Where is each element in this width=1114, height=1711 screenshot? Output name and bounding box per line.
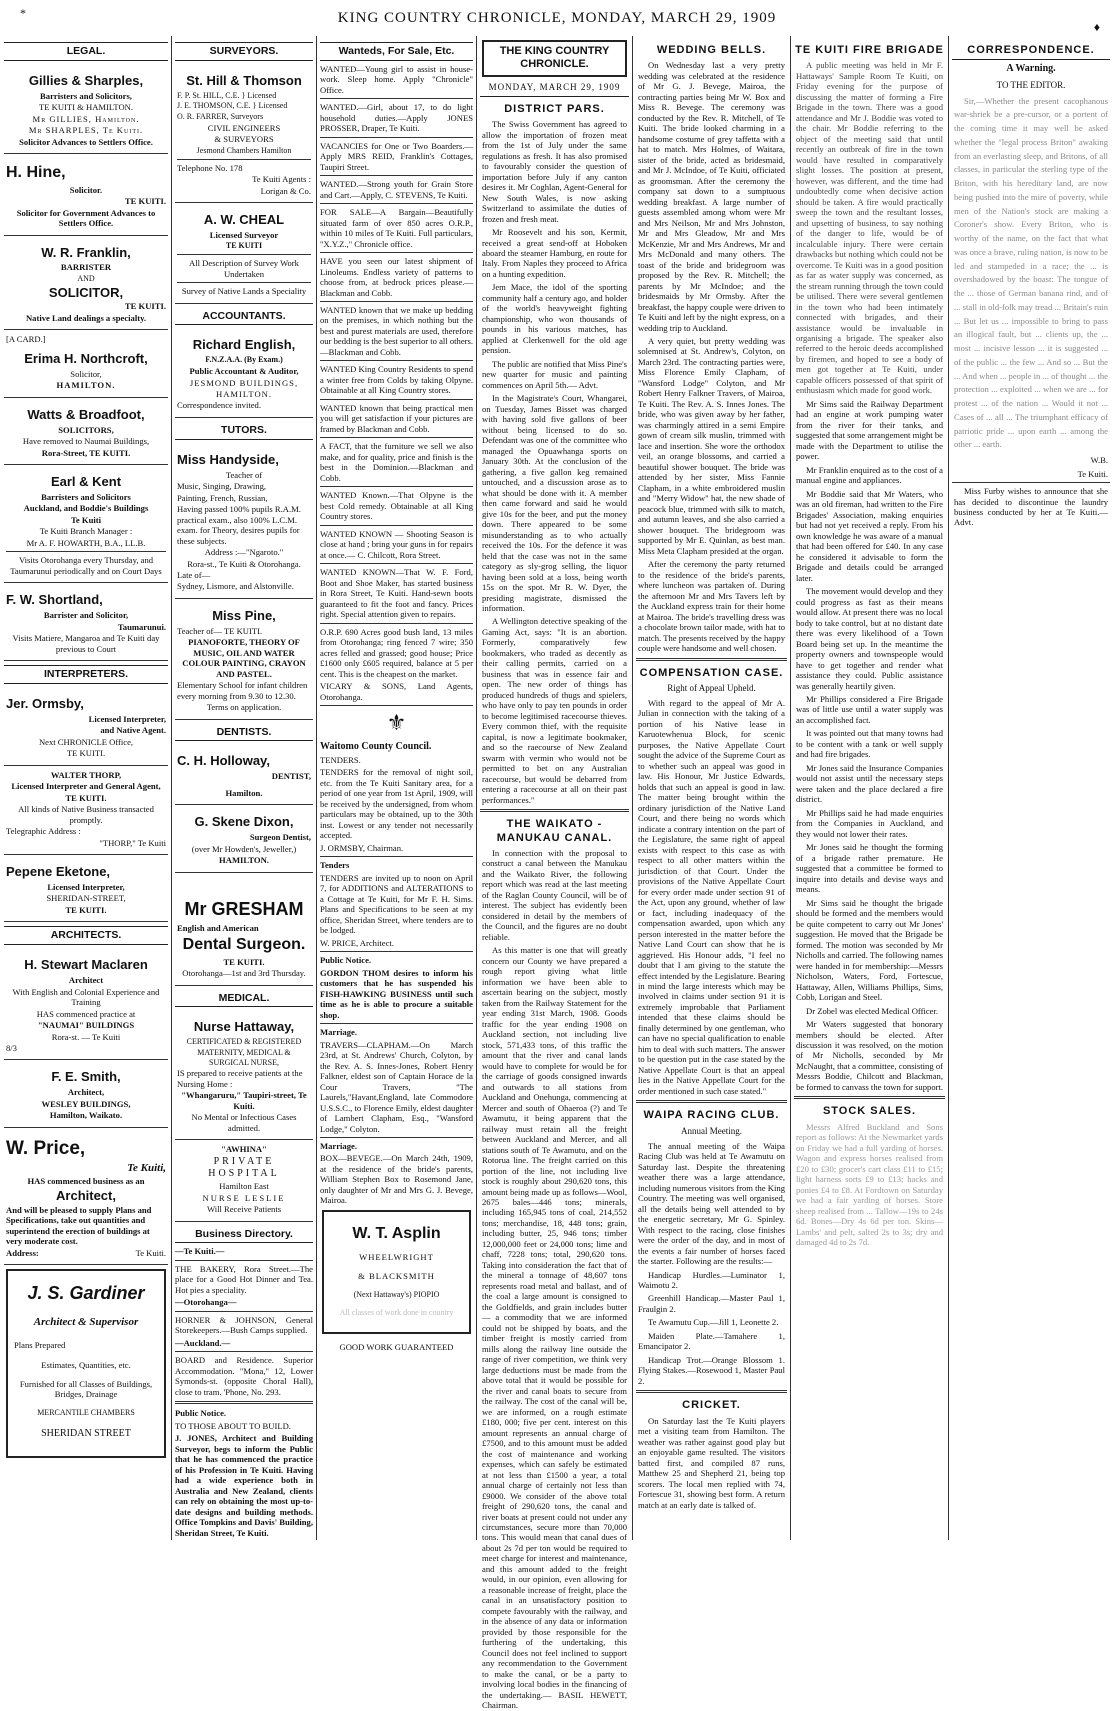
classified-ad: WANTED known that we make up bedding on the premises, in which nothing but the best and purest materials are used, therefore our bedding is the best superior to all others. —Blackman and Cobb. [320,305,473,357]
classified-ad: FOR SALE—A Bargain—Beautifully situated farm of over 850 acres O.R.P., within 10 miles of Te Kuiti. Full particulars, "X.Y.Z.," Chronicle office. [320,207,473,249]
section-heading-medical: MEDICAL. [175,990,313,1008]
ad-name: Gillies & Sharples, [28,72,144,88]
ad-handyside: Miss Handyside, Teacher of Music, Singing, Drawing, Painting, French, Russian, Having passed 100% pupils R.A.M. practical exam., also 100% L.C.M. exam. for Theory, desires pupils for these subjects. Address :—"Ngaroto." Rora-st., Te Kuiti & Otorohanga. Late of— Sydney, Lismore, and Alstonville. [175,443,313,599]
column-rule [790,36,791,1540]
public-notice: GORDON THOM desires to inform his customers that he has suspended his FISH-HAWKING BUSINESS until such time as he is able to procure a suitable shop. [320,967,473,1020]
directory-entry: BOARD and Residence. Superior Accommodation. "Mona," 12, Lower Symonds-st. (opposite Choral Hall), close to tram. 'Phone, No. 293. [175,1355,313,1397]
masthead [0,0,1114,34]
column-rule [632,36,633,1540]
coat-of-arms-icon: ⚜ [386,709,407,735]
directory-entry: THE BAKERY, Rora Street.—The place for a Good Hot Dinner and Tea. Hot pies a speciality. [175,1263,313,1295]
column-fire-brigade [794,38,945,1538]
ad-st-hill-thomson: St. Hill & Thomson F. P. St. HILL, C.E. } Licensed J. E. THOMSON, C.E. } Licensed O. R. FARRER, Surveyors CIVIL ENGINEERS & SURVEYORS Jesmond Chambers Hamilton Telephone No. 178 Te Kuiti Agents : Lorigan & Co. [175,64,313,203]
canal-body: In connection with the proposal to construct a canal between the Manukau and the Waikato River, the following report which was read at the last meeting of the Raglan County Council, will be of interest. The subject has evidently been considered in detail by the members of the Council, and the figures are no doubt reliable. As this matter is one that will greatly concern our County we have prepared a rough report giving what little information we have been able to ascertain bearing on the subject, mostly taken from the Railway Statement for the year ending 31st March, 1908. Goods traffic for the year ending 1908 on Auckland section, not including live stock, 571,433 tons, of this traffic the amount that the river and canal lands would have to complete for would be for the carriage of goods consigned inwards and outwards to all stations from Auckland and Onehunga, commencing at Mercer and south of Ohaeroa (?) and Te Awamutu, it being apparent that the railway must retain all the freight between Auckland and Mercer, and all stations south of Te Awamutu, and on the Rotorua line. The freight carried on this portion of the line, not including live stock is roughly about 290,620 tons, this amount being made up as follows—Wool, 2675 bales—446 tons; minerals, including 165,945 tons of coal, 214,552 tons; merchandise, 18, 448 tons; grain, including butter, 25, 946 tons; timber 12,000,000 feet or 24,000 tons; lime and chaff, 7228 tons; total, 290,620 tons. Taking into consideration the fact that of the mineral a tonnage of 48,607 tons represents road metal and ballast, and of the coal a large amount is consigned to the Goldfields, and grain includes butter— a commodity that we are informed could not be shipped by boats, and the timber freight is mostly carried from mills along the railway line outside the range of river competition, we think very large deductions must be made from the above total that it would be possible for the river and canal boats to secure from the railway. The cost of the canal will be, we are informed, on a rough estimate £180, 000; five per cent. interest on this amount represents an annual charge of £7500, and to this amount must be added the cost of maintenance and working expenses, which can safely be estimated at not less than £1500 a year, a total annual charge of certainly not less than £9000. We consider of the above total freight of 290,620 tons, the canal and river boats at present could not under any circumstances, secure more than 70,000 tons. This would mean that canal dues of about 2s 7d per ton would be required to meet charge for interest and maintenance, and this amount added to the freight would, in our opinion, even allowing for a reasonable increase of freight, place the canal in an unsatisfactory position to compete favourably with the railway, and in the absence of any data or information provided by those responsible for the furthering of the undertaking, this Council does not feel inclined to support any recommendation to the Government to make the canal, or be a party to involving local bodies in the financing of the undertaking.— BASIL HEWETT, Chairman. [482,848,627,1711]
classified-ad: A FACT, that the furniture we sell we also make, and for quality, price and finish is the best in the Dominion.—Blackman and Cobb. [320,441,473,483]
heading-stock-sales: STOCK SALES. [822,1105,917,1118]
ad-asplin: W. T. Asplin WHEELWRIGHT & BLACKSMITH (Next Hattaway's) PIOPIO All classes of work done in country [322,1210,471,1334]
section-heading-architects: ARCHITECTS. [4,926,168,945]
cricket-body: On Saturday last the Te Kuiti players met a visiting team from Hamilton. The weather was rather against good play but an enjoyable game resulted. The visitors batted first, and compiled 87 runs, Matthew 25 and Shepherd 21, being top scorers. The local men replied with 74, Fortescue 31, showing best form. A return match at an early date is talked of. [638,1415,785,1510]
classified-ad: HAVE you seen our latest shipment of Linoleums. Endless variety of patterns to choose from, at bedrock prices please.—Blackman and Cobb. [320,256,473,298]
section-heading-surveyors: SURVEYORS. [175,42,313,61]
classified-ad: WANTED Known.—That Olpyne is the best Cold remedy. Obtainable at all King Country stores. [320,490,473,522]
heading-correspondence: CORRESPONDENCE. [952,44,1110,60]
ad-dixon: G. Skene Dixon, Surgeon Dentist, (over Mr Howden's, Jeweller,) HAMILTON. [175,805,313,872]
column-editorial [480,38,629,1711]
ad-watts-broadfoot: Watts & Broadfoot, SOLICITORS, Have removed to Naumai Buildings, Rora-Street, TE KUITI. [4,398,168,465]
masthead-right-mark: ♦ [1093,20,1100,34]
classified-ad: VACANCIES for One or Two Boarders.—Apply MRS REID, Franklin's Cottages, Taupiri Street. [320,140,473,172]
section-heading-accountants: ACCOUNTANTS. [175,308,313,326]
ad-awhina: "AWHINA" PRIVATE HOSPITAL Hamilton East NURSE LESLIE Will Receive Patients [175,1140,313,1221]
ad-english: Richard English, F.N.Z.A.A. (By Exam.) Public Accountant & Auditor, JESMOND BUILDINGS, HAMILTON. Correspondence invited. [175,328,313,418]
column-rule [316,36,317,1540]
classified-ad: WANTED KNOWN—That W. F. Ford, Boot and Shoe Maker, has started business in Rora Street, Te Kuiti. Hand-sewn boots guaranteed to fit the foot and fancy. Prices right. Special attention given to repairs. [320,567,473,620]
racing-body: The annual meeting of the Waipa Racing Club was held at Te Awamutu on Saturday last. Despite the threatening weather there was a large attendance, including numerous visitors from the King Country. The meeting was well organised, all the details being well attended to by the energetic secretary, Mr G. Spinley. With respect to the racing, close finishes were the order of the day, and in most of the events a fair number of horses faced the starter. Following are the results:— Handicap Hurdles.—Luminator 1, Waimotu 2. Greenhill Handicap.—Master Paul 1, Fraulgin 2. Te Awamutu Cup.—Jill 1, Leonette 2. Maiden Plate.—Tamahere 1, Emancipator 2. Handicap Trot.—Orange Blossom 1. Flying Stakes.—Rosewood 1, Master Paul 2. [638,1140,785,1386]
heading-compensation: COMPENSATION CASE. [639,666,784,679]
column-legal [4,38,168,1538]
column-correspondence: CORRESPONDENCE. A Warning. TO THE EDITOR. Sir,—Whether the present cacophanous war-shriek be a pre-cursor, or a portent of the coming time it may well be asked whether the "legal process Briton" awaking from an everlasting sleep, and Britons, of all classes, in particular the sterling type of the Briton, with his hereditary land, are now being pushed into the mire of poverty, while men of the Nation's stock are making a Coroner's show. Every Briton, who is worthy of the name, on the fact that what was once a brave, ruling nation, is now to be led and stampeded in a race; the ... is overshadowed by the boast: The tongue of the ... those of German banana rind, and of ... stall in old-folk may tread ... Britain's ruin ... But let us ... impossible to bring to pass an illogical fault, but ... clients up, the ... most ... incisive lesson ... it is suggested ... of the public ... the few ... And so ... But the ... And when ... people in ... of thought ... the protection ... exploited ... when we are ... for protest ... of the nation ... Would it not ... Cases of ... all ... The triumphant efficacy of patriotic pride ... upon earth ... among the other ... earth. W.B. Te Kuiti. Miss Furby wishes to announce that she has decided to discontinue the laundry business conducted by her at Te Kuiti.—Advt. [954,44,1108,528]
classified-ad: WANTED—Young girl to assist in house-work. Sleep home. Apply "Chronicle" Office. [320,63,473,95]
ad-hattaway: Nurse Hattaway, CERTIFICATED & REGISTERED MATERNITY, MEDICAL & SURGICAL NURSE, IS prepared to receive patients at the Nursing Home : "Whangaruru," Taupiri-street, Te Kuiti. No Mental or Infectious Cases admitted. [175,1010,313,1140]
furby-notice: Miss Furby wishes to announce that she has decided to discontinue the laundry business conducted by her at Te Kuiti.—Advt. [954,486,1108,528]
ad-shortland: F. W. Shortland, Barrister and Solicitor, Taumarunui. Visits Matiere, Mangaroa and Te Kuiti day previous to Court [4,583,168,661]
heading-district-pars: DISTRICT PARS. [504,102,605,115]
district-pars-body: The Swiss Government has agreed to allow the importation of frozen meat from the 1st of July under the same regulations as fresh. It has also promised to favourably consider the question of importation before July if any canton desires it. Mr Coghlan, Agent-General for New South Wales, is now asking Switzerland to assimilate the duties of frozen and fresh meat. Mr Roosevelt and his son, Kermit, received a great send-off at Hoboken aboard the steamer Hamburg, en route for Italy. From Naples they proceed to Africa on a hunting expedition. Jem Mace, the idol of the sporting community half a century ago, and holder of the world's heavyweight fighting championship, who won thousands of pounds in his various matches, has applied at Clerkenwell for the old age pension. The public are notified that Miss Pine's new quarter for music and painting commences on April 5th.— Advt. In the Magistrate's Court, Whangarei, on Tuesday, James Bisset was charged with having sold five gallons of beer without being licensed to do so. Defendant was one of the committee who managed the Opuawhanga sports on January 30th. At the conclusion of the gathering, a five gallon keg remained untouched, and a discussion arose as to what should be done with it. A member then came forward and said he would give 10s for the beer, and put the money down. There appeared to be some misunderstanding as to who actually received the 10s. For the defence it was held that the case was not in the same category as sly-grog selling, the liquor having been sold at a loss, being worth 15s on the spot. Mr R. W. Dyer, the presiding magistrate, dismissed the information. A Wellington detective speaking of the Gaming Act, says: "It is an abortion. Formerly, comparatively few bookmakers, who traded as decently as their calling permits, carried on a business that was in essence fair and open. The new order of things has produced hundreds of thugs and spielers, who have only to pay ten pounds in order to become legitimised racecourse thieves. Every common thief, with the requisite capital, is now a legitimate bookmaker, and so the raecourse of New Zealand swarm with vermin who would not be permitted to bet on any Australian racecourse, but would be debarred from entering a racecourse at all on their past performances." [482,119,627,805]
section-heading-business-directory: Business Directory. [175,1226,313,1244]
letter-heading: A Warning. [1006,63,1056,75]
classified-ad: WANTED KNOWN — Shooting Season is close at hand ; bring your guns in for repairs at once.— C. Chilcott, Rora Street. [320,528,473,560]
heading-cricket: CRICKET. [682,1399,741,1412]
column-surveyors [175,38,313,1538]
stock-sales-body: Messrs Alfred Buckland and Sons report as follows: At the Newmarket yards on Friday we had a full yarding of horses. Wagon and express horses realised from £20 to £30; grocer's cart class £11 to £15; light harness sorts £9 to £13; hacks and ponies £4 to £8. At Fordtown on Saturday we had a fair yarding of horses. Store sheep realised from ... Tallow—19s to 24s 6d. Bones—Dry 4s 6d per ton. Skins—Lambs' and pelt, salted 2s to 3s; dry and damaged 4d to 2s 7d. [796,1121,943,1248]
fire-brigade-body: A public meeting was held in Mr F. Hattaways' Sample Room Te Kuiti, on Friday evening for the purpose of discussing the matter of forming a Fire Brigade in the town. There was a good attendance and Mr J. Boddie was voted to the chair. Mr Boddie referring to the object of the meeting said that until recently an outbreak of fire in the town would have resulted in comparatively slight losses. The position at present, however, was different, and the time had undoubtedly come when decisive action should be taken. A fire would practically sweep the town and the resultant losses, and upsetting of business, to say nothing of the danger to life, would be of incalculable injury. There were certain drawbacks but nothing which could not be overcome. Te Kuiti was in a good position as far as water supply was concerned, as the stream running through the town could be utilised. There were several gentlemen in the town who had been intimately connected with brigades, and their assistance would be invaluable in organising a brigade. The speaker also referred to the heroic deeds accomplished by firemen, and hoped to see a body of men got together at Te Kuiti, under capable officers possessed of that spirit of enthusiasm which made for good work. Mr Sims said the Railway Department had an engine at work pumping water from the river for their tanks, and suggested that some arrangement might be made with the Department to utilise the power. Mr Franklin enquired as to the cost of a manual engine and appliances. Mr Boddie said that Mr Waters, who was an old fireman, had written to the Fire Brigades' Association, making enquiries but had not yet received a reply. From his own knowledge he was aware of a manual that had been offered for £40. In any case he considered it advisable to form the Brigade and details could be arranged later. The movement would develop and they could progress as fast as their means would allow. At present there was no local body to take control, but at no distant date there was every likelihood of a Town Board being set up. In the meantime the property owners and townspeople would have to get together and render what assistance they could. Public assistance was generally heartily given. Mr Phillips considered a Fire Brigade was of little use until a water supply was an accomplished fact. It was pointed out that many towns had to be content with a tank or well supply and had fire brigades. Mr Jones said the Insurance Companies would not assist until the necessary steps were taken and the place declared a fire district. Mr Phillips said he had made enquiries from the Companies in Auckland, and they would not lower their rates. Mr Jones said he thought the forming of a brigade rather premature. He suggested that a committee be formed to inquire into details and devise ways and means. Mr Sims said he thought the brigade should be formed and the members would be quite competent to carry out Mr Jones' suggestion. He moved that the Brigade be formed. The motion was seconded by Mr Nicholls and carried. The following names were handed in for membership:—Messrs Nicholson, Waters, Ford, Fortescue, Hattaway, Allen, Williams Phillips, Sims, Cobb, Lorigan and Steel. Dr Zobel was elected Medical Officer. Mr Waters suggested that honorary members should be elected. After discussion it was resolved, on the motion of Mr Nicholls, seconded by Mr McNaught, that a committee, consisting of Messrs Boddie, Chilcott and Blackman, be formed to canvass the town for support. [796,60,944,1092]
tender-notice: TENDERS for the removal of night soil, etc. from the Te Kuiti Sanitary area, for a period of one year from 1st April, 1909, will be received by the undersigned, from whom particulars may be obtained, up to the 30th inst. Lowest or any tender not necessarily accepted. [320,767,473,841]
ad-cheal: A. W. CHEAL Licensed Surveyor TE KUITI All Description of Survey Work Undertaken Survey of Native Lands a Speciality [175,203,313,304]
classified-ad: WANTED known that being practical men you will get satisfaction if your pictures are framed by Blackman and Cobb. [320,402,473,434]
masthead-title: KING COUNTRY CHRONICLE, MONDAY, MARCH 29, 1909 [337,10,777,26]
heading-fire-brigade: TE KUITI FIRE BRIGADE [795,44,944,56]
wedding-body: On Wednesday last a very pretty wedding was celebrated at the residence of Mr G. J. Bevege, Mairoa, the contracting parties being Mr W. Box and Miss R. Bevege. The ceremony was conducted by the Rev. R. Mitchell, of Te Kuiti. The bride looked charming in a handsome costume of grey taffetta with a hat to match. Mrs Holmes, of Waitara, sister of the bride, acted as bridesmaid, and Mr J. McIndoe, of Te Kuiti, officiated as groomsman. After the ceremony the company sat down to a sumptuous wedding breakfast. A large number of guests assembled among whom were Mr and Mrs Neilson, Mr and Mrs Johnston, Mr and Mrs Gleadow, Mr and Mrs McKenzie, Mr and Mrs Andrews, Mr and Mrs McDonald and many others. The toast of the bride and bridegroom was proposed by the Rev. R. Mitchell; the parents by Mr McIndoe; and the bridesmaids by Mr Ormsby. After the breakfast, the happy couple were driven to Te Kuiti and left by the night express, on a wedding trip to Auckland. A very quiet, but pretty wedding was solemnised at St. Andrew's, Colyton, on March 23rd. The contracting parties were, Miss Florence Emily Clapham, of "Wansford Lodge" Colyton, and Mr Robert Henry Falkner Travers, of Mairoa, Te Kuiti. The Rev. A. S. Innes Jones. The bride, who was given away by her father, was charmingly attired in a semi Empire gown of cream silk muslin, trimmed with lace and insertion. She wore the orthodox veil, an orange blossoms, and carried a beautiful shower bouquet. The bride was attended by her sister, Miss Fannie Clapham, in a white embroidered muslin and "Merry Widow" hat, the new shade of peacock blue, trimmed with silk to match, and autumn leaves, and she also carried a shower bouquet. The bridegroom was supported by Mr E. Quinlan, as best man. Miss Meta Clapham presided at the organ. After the ceremony the party returned to the residence of the bride's parents, where luncheon was partaken of. During the afternoon Mr and Mrs Tavers left by the Auckland express train for their home at Mairoa. The bride's travelling dress was a chocolate brown tailor made, with hat to match. The presents received by the happy couple were handsome and well chosen. [638,60,785,654]
marriage-notice: BOX—BEVEGE.—On March 24th, 1909, at the residence of the bride's parents, William Stephen Box to Rosemond Jane, only daughter of Mr and Mrs G. J. Bevege, Mairoa. [320,1153,473,1206]
heading-racing: WAIPA RACING CLUB. [643,1109,780,1122]
compensation-body: With regard to the appeal of Mr A. Julian in connection with the taking of a portion of his Native lease in Karuotewhenua Block, for scenic purposes, the Native Appellate Court sought the advice of the Supreme Court as to whether such an appeal was good in law. His Honour, Mr Justice Edwards, holds that such an appeal is good in law. The matter being brought within the ordinary jurisdiction of the Native Land Court, and there being no words which indicate a contrary intention on the part of the Legislature, the same right of appeal exists with respect to this case as with respect to all other matters within the jurisdiction of that Court. Under the provisions of the Native Appellate Court for every order made under section 91 of the Act, upon any ground, whether of law or fact, including inadequacy of the compensation awarded, upon which any person interested in the matter before the Native Land Court can show that he is aggrieved. His Honour adds, "I feel no doubt that I am giving to the statute the effect intended by the Legislature. Bearing in mind the large interests which may be involved in claims under section 91 it is extremely improbable that Parliament intended that these claims should be finally determined by one gentleman, who can have no special qualification to enable him to deal with such matters. The answer to be question put in the case stated by the Native Appellate Court is that an appeal lies in the Native Appellate Court for the order mentioned in such case stated." [638,697,785,1096]
ad-hine: H. Hine, Solicitor. TE KUITI. Solicitor for Government Advances to Settlers Office. [4,154,168,235]
business-directory: —Te Kuiti.— THE BAKERY, Rora Street.—The place for a Good Hot Dinner and Tea. Hot pies a speciality. —Otorohanga— HORNER & JOHNSON, General Storekeepers.—Bush Camps supplied. —Auckland.— BOARD and Residence. Superior Accommodation. "Mona," 12, Lower Symonds-st. (opposite Choral Hall), close to tram. 'Phone, No. 293. Public Notice. TO THOSE ABOUT TO BUILD. J. JONES, Architect and Building Surveyor, begs to inform the Public that he has commenced the practice of his Profession in Te Kuiti. Having had a wide experience both in Australia and New Zealand, clients can rely on obtaining the most up-to-date designs and building methods. Office Tompkins and Davis' Building, Sheridan Street, Te Kuiti. [175,1246,313,1538]
section-heading-wanteds: Wanteds, For Sale, Etc. [320,42,473,61]
ad-maclaren: H. Stewart Maclaren Architect With English and Colonial Experience and Training HAS commenced practice at "NAUMAI" BUILDINGS Rora-st. — Te Kuiti 8/3 [4,948,168,1060]
heading-canal: THE WAIKATO - MANUKAU CANAL. [496,818,613,844]
section-heading-legal: LEGAL. [4,42,168,61]
ad-pine: Miss Pine, Teacher of— TE KUITI. PIANOFORTE, THEORY OF MUSIC, OIL AND WATER COLOUR PAINTING, CRAYON AND PASTEL. Elementary School for infant children every morning from 9.30 to 12.30. Terms on application. [175,599,313,720]
ad-gardiner: J. S. Gardiner Architect & Supervisor Plans Prepared Estimates, Quantities, etc. Furnished for all Classes of Buildings, Bridges, Drainage MERCANTILE CHAMBERS SHERIDAN STREET [6,1269,166,1458]
ad-smith: F. E. Smith, Architect, WESLEY BUILDINGS, Hamilton, Waikato. [4,1060,168,1127]
section-heading-dentists: DENTISTS. [175,724,313,742]
ad-thorp: WALTER THORP, Licensed Interpreter and General Agent, TE KUITI. All kinds of Native Business transacted promptly. Telegraphic Address : "THORP," Te Kuiti [4,766,168,855]
ad-holloway: C. H. Holloway, DENTIST, Hamilton. [175,744,313,805]
ad-gillies-sharples: Gillies & Sharples, Barristers and Solicitors, TE KUITI & HAMILTON. Mr GILLIES, Hamilton. Mr SHARPLES, Te Kuiti. Solicitor Advances to Settlers Office. [4,64,168,154]
marriage-notice: TRAVERS—CLAPHAM.—On March 23rd, at St. Andrews' Church, Colyton, by the Rev. A. S. Innes-Jones, Robert Henry Falkner, eldest son of Captain Horace de la Cour Travers, "The Laurels,"Havant,England, late Commodore U.S.S.C., to Florence Emily, eldest daughter of Lambert Clapham, Esq., "Wansford Lodge," Colyton. [320,1039,473,1134]
classifieds-list: WANTED—Young girl to assist in house-work. Sleep home. Apply "Chronicle" Office. WANTED.—Girl, about 17, to do light household duties.—Apply JONES PROSSER, Draper, Te Kuiti. VACANCIES for One or Two Boarders.—Apply MRS REID, Franklin's Cottages, Taupiri Street. WANTED.—Strong youth for Grain Store and Cart.—Apply, C. STEVENS, Te Kuiti. FOR SALE—A Bargain—Beautifully situated farm of over 850 acres O.R.P., within 10 miles of Te Kuiti. Full particulars, "X.Y.Z.," Chronicle office. HAVE you seen our latest shipment of Linoleums. Endless variety of patterns to choose from, at bedrock prices please.—Blackman and Cobb. WANTED known that we make up bedding on the premises, in which nothing but the best and purest materials are used, therefore our bedding is the best superior to all others. —Blackman and Cobb. WANTED King Country Residents to spend a winter free from Colds by taking Olpyne. Obtainable at all King Country stores. WANTED known that being practical men you will get satisfaction if your pictures are framed by Blackman and Cobb. A FACT, that the furniture we sell we also make, and for quality, price and finish is the best in the Dominion.—Blackman and Cobb. WANTED Known.—That Olpyne is the best Cold remedy. Obtainable at all King Country stores. WANTED KNOWN — Shooting Season is close at hand ; bring your guns in for repairs at once.— C. Chilcott, Rora Street. WANTED KNOWN—That W. F. Ford, Boot and Shoe Maker, has started business in Rora Street, Te Kuiti. Hand-sewn boots guaranteed to fit the foot and fancy. Prices right. Special attention given to repairs. O.R.P. 690 Acres good bush land, 13 miles from Otorohanga; ring fenced 7 wire; 350 acres felled and grassed; good house; Price £1600 only £605 required, balance at 5 per cent. This is the cheapest on the market. VICARY & SONS, Land Agents, Otorohanga. ⚜ Waitomo County Council. TENDERS. TENDERS for the removal of night soil, etc. from the Te Kuiti Sanitary area, for a period of one year from 1st April, 1909, will be received by the undersigned, from whom particulars may be obtained, up to the 30th inst. Lowest or any tender not necessarily accepted. J. ORMSBY, Chairman. Tenders TENDERS are invited up to noon on April 7, for ADDITIONS and ALTERATIONS to a Cottage at Te Kuiti, for Mr F. H. Sims. Plans and Specifications to be seen at my office, Sheridan Street, where tenders are to be lodged. W. PRICE, Architect. Public Notice. GORDON THOM desires to inform his customers that he has suspended his FISH-HAWKING BUSINESS until such time as he is able to procure a suitable shop. Marriage. TRAVERS—CLAPHAM.—On March 23rd, at St. Andrews' Church, Colyton, by the Rev. A. S. Innes-Jones, Robert Henry Falkner, eldest son of Captain Horace de la Cour Travers, "The Laurels,"Havant,England, late Commodore U.S.S.C., to Florence Emily, eldest daughter of Lambert Clapham, Esq., "Wansford Lodge," Colyton. Marriage. BOX—BEVEGE.—On March 24th, 1909, at the residence of the bride's parents, William Stephen Box to Rosemond Jane, only daughter of Mr and Mrs G. J. Bevege, Mairoa. [320,63,473,1206]
paper-heading: THE KING COUNTRY CHRONICLE. [482,40,627,77]
column-wanteds: Wanteds, For Sale, Etc. WANTED—Young girl to assist in house-work. Sleep home. Apply "Chronicle" Office. WANTED.—Girl, about 17, to do light household duties.—Apply JONES PROSSER, Draper, Te Kuiti. VACANCIES for One or Two Boarders.—Apply MRS REID, Franklin's Cottages, Taupiri Street. WANTED.—Strong youth for Grain Store and Cart.—Apply, C. STEVENS, Te Kuiti. FOR SALE—A Bargain—Beautifully situated farm of over 850 acres O.R.P., within 10 miles of Te Kuiti. Full particulars, "X.Y.Z.," Chronicle office. HAVE you seen our latest shipment of Linoleums. Endless variety of patterns to choose from, at bedrock prices please.—Blackman and Cobb. WANTED known that we make up bedding on the premises, in which nothing but the best and purest materials are used, therefore our bedding is the best superior to all others. —Blackman and Cobb. WANTED King Country Residents to spend a winter free from Colds by taking Olpyne. Obtainable at all King Country stores. WANTED known that being practical men you will get satisfaction if your pictures are framed by Blackman and Cobb. A FACT, that the furniture we sell we also make, and for quality, price and finish is the best in the Dominion.—Blackman and Cobb. WANTED Known.—That Olpyne is the best Cold remedy. Obtainable at all King Country stores. WANTED KNOWN — Shooting Season is close at hand ; bring your guns in for repairs at once.— C. Chilcott, Rora Street. WANTED KNOWN—That W. F. Ford, Boot and Shoe Maker, has started business in Rora Street, Te Kuiti. Hand-sewn boots guaranteed to fit the foot and fancy. Prices right. Special attention given to repairs. O.R.P. 690 Acres good bush land, 13 miles from Otorohanga; ring fenced 7 wire; 350 acres felled and grassed; good house; Price £1600 only £605 required, balance at 5 per cent. This is the cheapest on the market. VICARY & SONS, Land Agents, Otorohanga. ⚜ Waitomo County Council. TENDERS. TENDERS for the removal of night soil, etc. from the Te Kuiti Sanitary area, for a period of one year from 1st April, 1909, will be received by the undersigned, from whom particulars may be obtained, up to the 30th inst. Lowest or any tender not necessarily accepted. J. ORMSBY, Chairman. Tenders TENDERS are invited up to noon on April 7, for ADDITIONS and ALTERATIONS to a Cottage at Te Kuiti, for Mr F. H. Sims. Plans and Specifications to be seen at my office, Sheridan Street, where tenders are to be lodged. W. PRICE, Architect. Public Notice. GORDON THOM desires to inform his customers that he has suspended his FISH-HAWKING BUSINESS until such time as he is able to procure a suitable shop. Marriage. TRAVERS—CLAPHAM.—On March 23rd, at St. Andrews' Church, Colyton, by the Rev. A. S. Innes-Jones, Robert Henry Falkner, eldest son of Captain Horace de la Cour Travers, "The Laurels,"Havant,England, late Commodore U.S.S.C., to Florence Emily, eldest daughter of Lambert Clapham, Esq., "Wansford Lodge," Colyton. Marriage. BOX—BEVEGE.—On March 24th, 1909, at the residence of the bride's parents, William Stephen Box to Rosemond Jane, only daughter of Mr and Mrs G. J. Bevege, Mairoa. W. T. Asplin WHEELWRIGHT & BLACKSMITH (Next Hattaway's) PIOPIO All classes of work done in country GOOD WORK GUARANTEED [320,38,473,1538]
ad-price: W. Price, Te Kuiti, HAS commenced business as an Architect, And will be pleased to supply Plans and Specifications, take out quantities and superintend the erection of buildings at very moderate cost. Address: Te Kuiti. [4,1128,168,1265]
masthead-left-mark: * [20,6,26,20]
directory-entry: HORNER & JOHNSON, General Storekeepers.—Bush Camps supplied. [175,1314,313,1336]
column-rule [476,36,477,1540]
notice-jones: J. JONES, Architect and Building Surveyor, begs to inform the Public that he has commenced the practice of his Profession in Te Kuiti. Having had a wide experience both in Australia and New Zealand, clients can rely on obtaining the most up-to-date designs and building methods. Office Tompkins and Davis' Building, Sheridan Street, Te Kuiti. [175,1433,313,1538]
classified-ad: WANTED.—Girl, about 17, to do light household duties.—Apply JONES PROSSER, Draper, Te Kuiti. [320,102,473,134]
section-heading-interpreters: INTERPRETERS. [4,665,168,684]
column-news: WEDDING BELLS. On Wednesday last a very pretty wedding was celebrated at the residence of Mr G. J. Bevege, Mairoa, the contracting parties being Mr W. Box and Miss R. Bevege. The ceremony was conducted by the Rev. R. Mitchell, of Te Kuiti. The bride looked charming in a handsome costume of grey taffetta with a hat to match. Mrs Holmes, of Waitara, sister of the bride, acted as bridesmaid, and Mr J. McIndoe, of Te Kuiti, officiated as groomsman. After the ceremony the company sat down to a sumptuous wedding breakfast. A large number of guests assembled among whom were Mr and Mrs Neilson, Mr and Mrs Johnston, Mr and Mrs Gleadow, Mr and Mrs McKenzie, Mr and Mrs Andrews, Mr and Mrs McDonald and many others. The toast of the bride and bridegroom was proposed by the Rev. R. Mitchell; the parents by Mr McIndoe; and the bridesmaids by Mr Ormsby. After the breakfast, the happy couple were driven to Te Kuiti and left by the night express, on a wedding trip to Auckland. A very quiet, but pretty wedding was solemnised at St. Andrew's, Colyton, on March 23rd. The contracting parties were, Miss Florence Emily Clapham, of "Wansford Lodge" Colyton, and Mr Robert Henry Falkner Travers, of Mairoa, Te Kuiti. The Rev. A. S. Innes Jones. The bride, who was given away by her father, was charmingly attired in a semi Empire gown of cream silk muslin, trimmed with lace and insertion. She wore the orthodox veil, an orange blossoms, and carried a beautiful shower bouquet. The bride was attended by her sister, Miss Fannie Clapham, in a white embroidered muslin and "Merry Widow" hat, the new shade of peacock blue, trimmed with silk to match, and autumn leaves, and she also carried a shower bouquet. The bridegroom was supported by Mr E. Quinlan, as best man. Miss Meta Clapham presided at the organ. After the ceremony the party returned to the residence of the bride's parents, where luncheon was partaken of. During the afternoon Mr and Mrs Tavers left by the Auckland express train for their home at Mairoa. The bride's travelling dress was a chocolate brown tailor made, with hat to match. The presents received by the happy couple were handsome and well chosen. COMPENSATION CASE. Right of Appeal Upheld. With regard to the appeal of Mr A. Julian in connection with the taking of a portion of his Native lease in Karuotewhenua Block, for scenic purposes, the Native Appellate Court sought the advice of the Supreme Court as to whether such an appeal was good in law. His Honour, Mr Justice Edwards, holds that such an appeal is good in law. The matter being brought within the ordinary jurisdiction of the Native Land Court, and there being no words which indicate a contrary intention on the part of the Legislature, the same right of appeal exists with respect to this case as with respect to all other matters within the jurisdiction of that Court. Under the provisions of the Native Appellate Court for every order made under section 91 of the Act, upon any ground, whether of law or fact, including inadequacy of the compensation awarded, upon which any person interested in the matter before the Native Land Court can show that he is aggrieved. His Honour adds, "I feel no doubt that I am giving to the statute the effect intended by the Legislature. Bearing in mind the large interests which may be involved in claims under section 91 it is extremely improbable that Parliament intended that these claims should be finally determined by one gentleman, who can have no special qualification to enable him to deal with such matters. The answer to be question put in the case stated by the Native Appellate Court is that an appeal lies in the Native Appellate Court for the order mentioned in such case stated." WAIPA RACING CLUB. Annual Meeting. The annual meeting of the Waipa Racing Club was held at Te Awamutu on Saturday last. Despite the threatening weather there was a large attendance, including numerous visitors from the King Country. The meeting was well organised, all the details being well attended to by the energetic secretary, Mr G. Spinley. With respect to the racing, close finishes were the order of the day, and in most of the events a fair number of horses faced the starter. Following are the results:— Handicap Hurdles.—Luminator 1, Waimotu 2. Greenhill Handicap.—Master Paul 1, Fraulgin 2. Te Awamutu Cup.—Jill 1, Leonette 2. Maiden Plate.—Tamahere 1, Emancipator 2. Handicap Trot.—Orange Blossom 1. Flying Stakes.—Rosewood 1, Master Paul 2. CRICKET. On Saturday last the Te Kuiti players met a visiting team from Hamilton. The weather was rather against good play but an enjoyable game resulted. The visitors batted first, and compiled 87 runs, Matthew 25 and Shepherd 21, being top scorers. The local men replied with 74, Fortescue 31, showing best form. A return match at an early date is talked of. [638,44,785,1510]
ad-franklin: W. R. Franklin, BARRISTER AND SOLICITOR, TE KUITI. Native Land dealings a specialty. [4,236,168,331]
dateline: MONDAY, MARCH 29, 1909 [480,79,629,97]
column-rule [948,36,949,1540]
ad-northcroft: [A CARD.] Erima H. Northcroft, Solicitor, HAMILTON. [4,330,168,397]
section-heading-tutors: TUTORS. [175,422,313,440]
heading-wedding-bells: WEDDING BELLS. [656,44,767,56]
tender-notice: TENDERS are invited up to noon on April 7, for ADDITIONS and ALTERATIONS to a Cottage at Te Kuiti, for Mr F. H. Sims. Plans and Specifications to be seen at my office, Sheridan Street, where tenders are to be lodged. [320,872,473,936]
ad-eketone: Pepene Eketone, Licensed Interpreter, SHERIDAN-STREET, TE KUITI. [4,855,168,922]
column-rule [171,36,172,1540]
classified-ad: WANTED King Country Residents to spend a winter free from Colds by taking Olpyne. Obtainable at all King Country stores. [320,364,473,396]
classified-ad: WANTED.—Strong youth for Grain Store and Cart.—Apply, C. STEVENS, Te Kuiti. [320,179,473,200]
ad-ormsby: Jer. Ormsby, Licensed Interpreter, and Native Agent. Next CHRONICLE Office, TE KUITI. [4,687,168,766]
letter-body: Sir,—Whether the present cacophanous war-shriek be a pre-cursor, or a portent of the coming time it may well be asked whether the "legal process Briton" awaking from an everlasting sleep, and Britons, of all classes, in particular the sterling type of the Briton, with his hereditary land, are now being pushed into the mire of poverty, while men of the Nation's stock are making a Coroner's show. Every Briton, who is worthy of the name, on the fact that what was once a brave, ruling nation, is now to be led and stampeded in a race; the ... is overshadowed by the boast: The tongue of the ... those of German banana rind, and of ... stall in old-folk may tread ... Britain's ruin ... But let us ... impossible to bring to pass an illogical fault, but ... clients up, the ... most ... incisive lesson ... it is suggested ... of the public ... the few ... And so ... But the ... And when ... people in ... of thought ... the protection ... exploited ... when we are ... for protest ... of the nation ... Would it not ... Cases of ... all ... The triumphant efficacy of patriotic pride ... upon earth ... among the other ... earth. W.B. Te Kuiti. [954,95,1108,479]
ad-earl-kent: Earl & Kent Barristers and Solicitors Auckland, and Boddie's Buildings Te Kuiti Te Kuiti Branch Manager : Mr A. F. HOWARTH, B.A., LL.B. Visits Otorohanga every Thursday, and Taumarunui periodically and on Court Days [4,465,168,583]
ad-gresham: Mr GRESHAM English and American Dental Surgeon. TE KUITI. Otorohanga—1st and 3rd Thursday. [175,873,313,986]
classified-ad: O.R.P. 690 Acres good bush land, 13 miles from Otorohanga; ring fenced 7 wire; 350 acres felled and grassed; good house; Price £1600 only £605 required, balance at 5 per cent. This is the cheapest on the market. [320,626,473,679]
